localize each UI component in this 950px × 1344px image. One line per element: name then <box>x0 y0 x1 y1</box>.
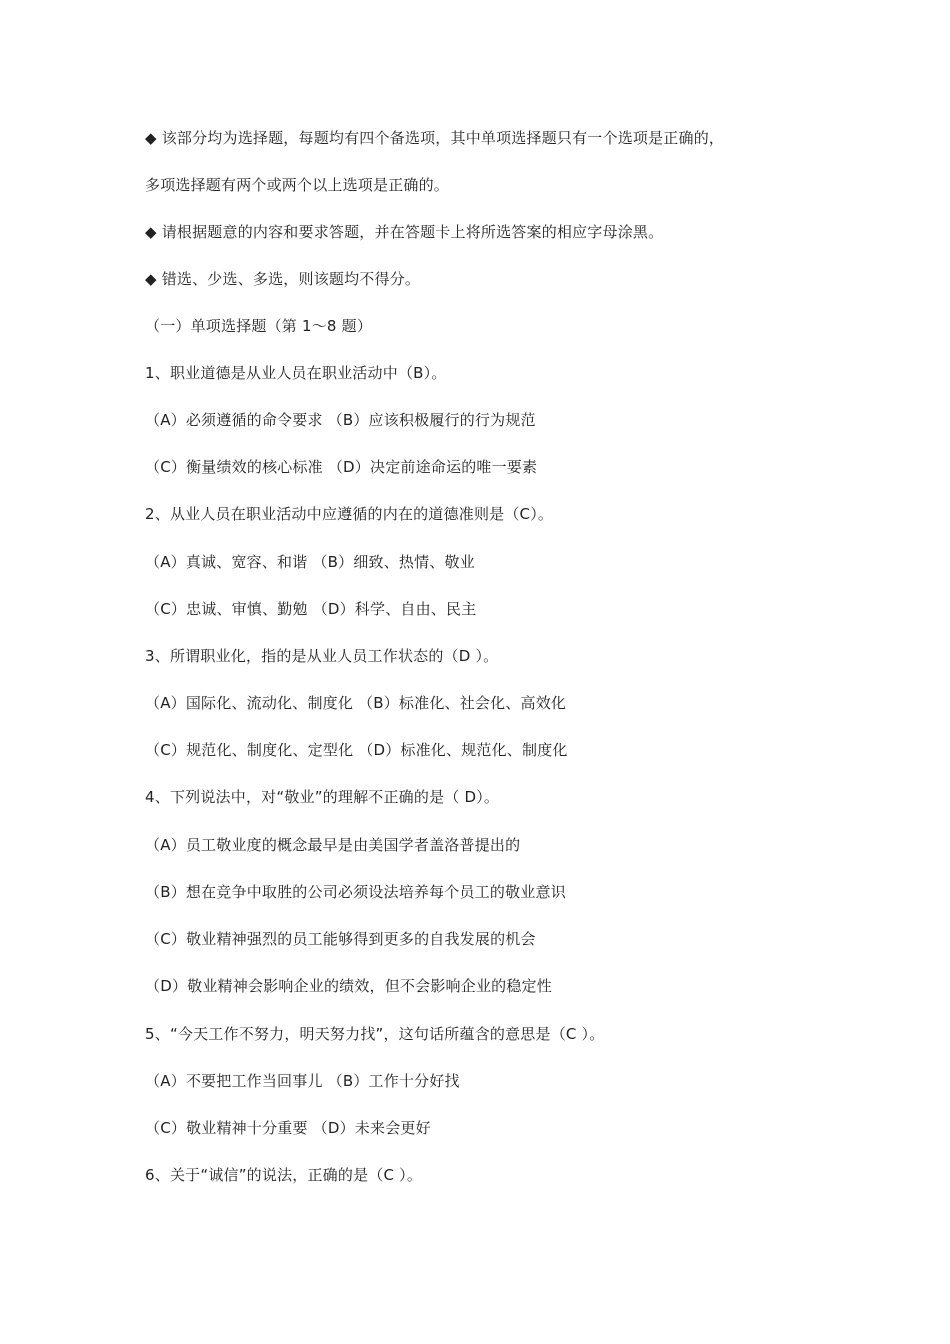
question-3-options-row-2: （C）规范化、制度化、定型化 （D）标准化、规范化、制度化 <box>145 741 568 759</box>
question-1-options-row-2: （C）衡量绩效的核心标准 （D）决定前途命运的唯一要素 <box>145 458 538 476</box>
question-3-stem: 3、所谓职业化，指的是从业人员工作状态的（D ）。 <box>145 647 499 665</box>
question-2-options-row-2: （C）忠诚、审慎、勤勉 （D）科学、自由、民主 <box>145 600 477 618</box>
instruction-line-4: ◆ 错选、少选、多选，则该题均不得分。 <box>145 270 421 288</box>
question-4-option-b: （B）想在竞争中取胜的公司必须设法培养每个员工的敬业意识 <box>145 883 566 901</box>
question-4-option-a: （A）员工敬业度的概念最早是由美国学者盖洛普提出的 <box>145 836 521 854</box>
question-4-option-d: （D）敬业精神会影响企业的绩效，但不会影响企业的稳定性 <box>145 977 552 995</box>
instruction-line-3: ◆ 请根据题意的内容和要求答题，并在答题卡上将所选答案的相应字母涂黑。 <box>145 223 664 241</box>
instruction-line-2: 多项选择题有两个或两个以上选项是正确的。 <box>145 176 450 194</box>
question-5-options-row-2: （C）敬业精神十分重要 （D）未来会更好 <box>145 1119 431 1137</box>
question-4-option-c: （C）敬业精神强烈的员工能够得到更多的自我发展的机会 <box>145 930 536 948</box>
question-1-options-row-1: （A）必须遵循的命令要求 （B）应该积极履行的行为规范 <box>145 411 536 429</box>
question-1-stem: 1、职业道德是从业人员在职业活动中（B）。 <box>145 364 447 382</box>
question-5-options-row-1: （A）不要把工作当回事儿 （B）工作十分好找 <box>145 1072 460 1090</box>
question-6-stem: 6、关于“诚信”的说法，正确的是（C ）。 <box>145 1166 423 1184</box>
question-2-options-row-1: （A）真诚、宽容、和谐 （B）细致、热情、敬业 <box>145 553 475 571</box>
question-3-options-row-1: （A）国际化、流动化、制度化 （B）标准化、社会化、高效化 <box>145 694 567 712</box>
question-5-stem: 5、“今天工作不努力，明天努力找”，这句话所蕴含的意思是（C ）。 <box>145 1025 605 1043</box>
question-4-stem: 4、下列说法中，对“敬业”的理解不正确的是（ D）。 <box>145 788 500 806</box>
question-2-stem: 2、从业人员在职业活动中应遵循的内在的道德准则是（C）。 <box>145 505 554 523</box>
instruction-line-1: ◆ 该部分均为选择题，每题均有四个备选项，其中单项选择题只有一个选项是正确的， <box>145 129 725 147</box>
section-title: （一）单项选择题（第 1～8 题） <box>145 317 373 335</box>
